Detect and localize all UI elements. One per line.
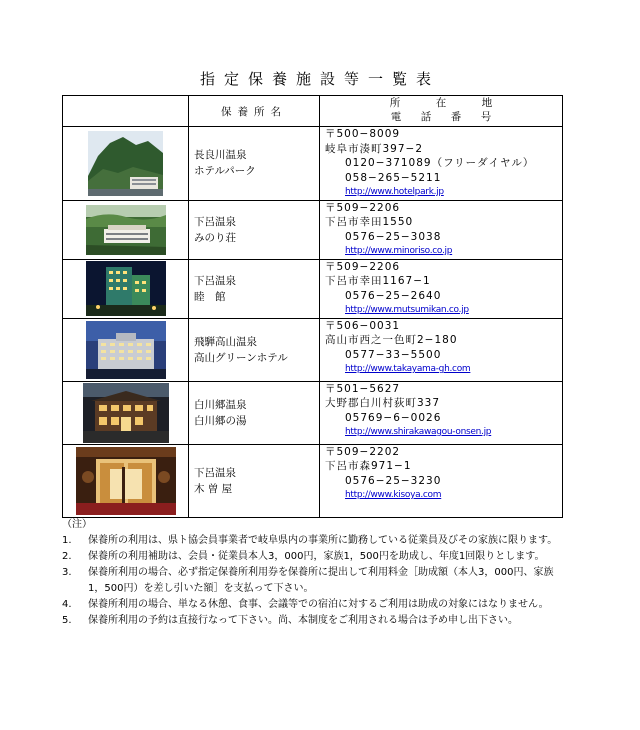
facility-address: 〒506−0031 高山市西之一色町2−180 0577−33−5500 http://www.takayama-gh.com xyxy=(320,318,563,381)
phone-number: 058−265−5211 xyxy=(345,171,442,184)
website-link[interactable]: http://www.takayama-gh.com xyxy=(345,364,471,374)
note-continuation: 1，500円）を差し引いた額］を支払って下さい。 xyxy=(88,583,314,594)
table-row xyxy=(63,381,563,444)
facility-photo-cell xyxy=(63,381,189,444)
table-header-row xyxy=(63,96,563,127)
note-item: 3. 保養所利用の場合、必ず指定保養所利用券を保養所に提出して利用料金［助成額（本人3，000円、家族 xyxy=(62,567,554,578)
mountain-hotel-photo xyxy=(88,131,163,196)
facility-photo-cell xyxy=(63,259,189,318)
phone-number: 05769−6−0026 xyxy=(345,411,442,424)
website-link[interactable]: http://www.kisoya.com xyxy=(345,490,442,500)
facility-name: 白川郷温泉 白川郷の湯 xyxy=(189,381,320,444)
website-link[interactable]: http://www.minoriso.co.jp xyxy=(345,246,453,256)
phone-number: 0576−25−3230 xyxy=(345,474,442,487)
website-link[interactable]: http://www.mutsumikan.co.jp xyxy=(345,305,469,315)
header-facility-name: 保養所名 xyxy=(189,96,320,127)
facility-table xyxy=(62,95,563,518)
facility-photo-cell xyxy=(63,444,189,517)
note-item: 1. 保養所の利用は、県ト協会員事業者で岐阜県内の事業所に勤務している従業員及びその家族に限ります。 xyxy=(62,535,558,546)
note-item: 4. 保養所利用の場合、単なる休憩、食事、会議等での宿泊に対するご利用は助成の対象にはなりません。 xyxy=(62,599,549,610)
phone-number: 0576−25−3038 xyxy=(345,230,442,243)
facility-photo-cell xyxy=(63,200,189,259)
facility-name: 下呂温泉 睦 館 xyxy=(189,259,320,318)
facility-photo-cell xyxy=(63,318,189,381)
header-blank xyxy=(63,96,189,127)
table-row xyxy=(63,259,563,318)
page-title: 指定保養施設等一覧表 xyxy=(199,70,440,88)
facility-address: 〒509−2202 下呂市森971−1 0576−25−3230 http://www.kisoya.com xyxy=(320,444,563,517)
notes-heading: （注） xyxy=(62,519,92,530)
website-link[interactable]: http://www.hotelpark.jp xyxy=(345,187,444,197)
facility-name: 下呂温泉 木 曽 屋 xyxy=(189,444,320,517)
website-link[interactable]: http://www.shirakawagou-onsen.jp xyxy=(345,427,492,437)
dusk-hotel-photo xyxy=(86,321,166,379)
facility-address: 〒509−2206 下呂市幸田1167−1 0576−25−2640 http://www.mutsumikan.co.jp xyxy=(320,259,563,318)
table-row xyxy=(63,318,563,381)
facility-name: 長良川温泉 ホテルパーク xyxy=(189,127,320,201)
facility-name: 飛騨高山温泉 高山グリーンホテル xyxy=(189,318,320,381)
table-row xyxy=(63,200,563,259)
facility-name: 下呂温泉 みのり荘 xyxy=(189,200,320,259)
facility-address: 〒501−5627 大野郡白川村荻町337 05769−6−0026 http://www.shirakawagou-onsen.jp xyxy=(320,381,563,444)
facility-address: 〒509−2206 下呂市幸田1550 0576−25−3038 http://www.minoriso.co.jp xyxy=(320,200,563,259)
table-row xyxy=(63,444,563,517)
phone-number: 0577−33−5500 xyxy=(345,348,442,361)
notes-section xyxy=(62,517,602,629)
forest-lodge-photo xyxy=(86,205,166,255)
note-item: 2. 保養所の利用補助は、会員・従業員本人3，000円，家族1，500円を助成し、年度1回限りとします。 xyxy=(62,551,545,562)
phone-number: 0576−25−2640 xyxy=(345,289,442,302)
lobby-entrance-photo xyxy=(76,447,176,515)
phone-number: 0120−371089（フリーダイヤル） xyxy=(345,157,535,169)
table-row xyxy=(63,127,563,201)
facility-photo-cell xyxy=(63,127,189,201)
facility-address: 〒500−8009 岐阜市湊町397−2 0120−371089（フリーダイヤル） 058−265−5211 http://www.hotelpark.jp xyxy=(320,127,563,201)
header-location: 所 在 地 電 話 番 号 xyxy=(320,96,563,127)
night-hotel-photo xyxy=(86,261,166,316)
wooden-inn-photo xyxy=(83,383,169,443)
note-item: 5. 保養所利用の予約は直接行なって下さい。尚、本制度をご利用される場合は予め申し出下さい。 xyxy=(62,615,518,626)
